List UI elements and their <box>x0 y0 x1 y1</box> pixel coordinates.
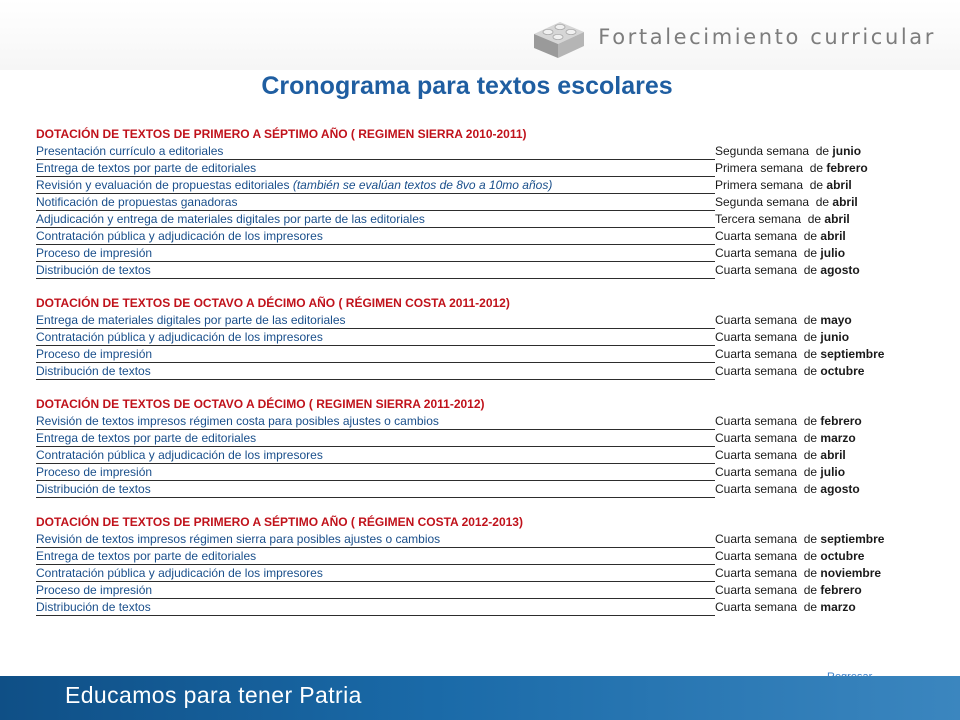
schedule-section <box>36 513 886 616</box>
brand-logo <box>530 14 936 60</box>
date-cell <box>715 346 884 363</box>
month-text: febrero <box>826 161 868 175</box>
schedule-row <box>36 194 886 211</box>
week-text: Cuarta semana de <box>715 566 821 580</box>
week-text: Cuarta semana de <box>715 532 821 546</box>
month-text: abril <box>820 229 846 243</box>
activity-text: Entrega de textos por parte de editoriales <box>36 161 257 175</box>
activity-cell <box>36 329 715 346</box>
date-cell <box>715 329 849 346</box>
activity-text: Proceso de impresión <box>36 246 153 260</box>
schedule-row <box>36 363 886 380</box>
month-text: octubre <box>820 549 865 563</box>
activity-cell <box>36 531 715 548</box>
week-text: Primera semana de <box>715 161 827 175</box>
activity-text: Proceso de impresión <box>36 465 153 479</box>
month-text: julio <box>820 465 846 479</box>
schedule-section <box>36 395 886 498</box>
activity-text: Contratación pública y adjudicación de los impresores <box>36 330 323 344</box>
section-header: DOTACIÓN DE TEXTOS DE PRIMERO A SÉPTIMO AÑO ( RÉGIMEN COSTA 2012-2013) <box>36 515 523 529</box>
activity-text: Revisión de textos impresos régimen sierra para posibles ajustes o cambios <box>36 532 441 546</box>
activity-text: Revisión de textos impresos régimen costa para posibles ajustes o cambios <box>36 414 439 428</box>
activity-cell <box>36 312 715 329</box>
month-text: agosto <box>820 263 860 277</box>
week-text: Primera semana de <box>715 178 827 192</box>
activity-cell <box>36 413 715 430</box>
month-text: marzo <box>820 600 856 614</box>
week-text: Cuarta semana de <box>715 600 821 614</box>
date-cell <box>715 228 846 245</box>
page-title: Cronograma para textos escolares <box>261 72 673 100</box>
activity-cell <box>36 160 715 177</box>
schedule-row <box>36 531 886 548</box>
date-cell <box>715 599 856 616</box>
schedule-row <box>36 262 886 279</box>
schedule-row <box>36 177 886 194</box>
section-header: DOTACIÓN DE TEXTOS DE PRIMERO A SÉPTIMO AÑO ( REGIMEN SIERRA 2010-2011) <box>36 127 527 141</box>
date-cell <box>715 211 850 228</box>
activity-cell <box>36 346 715 363</box>
activity-cell <box>36 211 715 228</box>
week-text: Segunda semana de <box>715 195 833 209</box>
schedule-row <box>36 565 886 582</box>
schedule-row <box>36 447 886 464</box>
week-text: Tercera semana de <box>715 212 825 226</box>
schedule-row <box>36 582 886 599</box>
schedule-row <box>36 160 886 177</box>
date-cell <box>715 194 858 211</box>
schedule-row <box>36 481 886 498</box>
activity-text: Distribución de textos <box>36 263 151 277</box>
date-cell <box>715 143 861 160</box>
activity-text: Contratación pública y adjudicación de los impresores <box>36 229 323 243</box>
month-text: abril <box>824 212 850 226</box>
date-cell <box>715 582 862 599</box>
activity-cell <box>36 599 715 616</box>
schedule-sections <box>36 125 886 616</box>
activity-text: Contratación pública y adjudicación de los impresores <box>36 566 323 580</box>
week-text: Cuarta semana de <box>715 263 821 277</box>
activity-cell <box>36 228 715 245</box>
month-text: mayo <box>820 313 852 327</box>
schedule-section <box>36 125 886 279</box>
activity-cell <box>36 481 715 498</box>
brand-name: Fortalecimiento curricular <box>598 25 936 49</box>
date-cell <box>715 548 864 565</box>
date-cell <box>715 177 852 194</box>
date-cell <box>715 531 884 548</box>
week-text: Cuarta semana de <box>715 229 821 243</box>
schedule-row <box>36 430 886 447</box>
month-text: abril <box>826 178 852 192</box>
schedule-row <box>36 312 886 329</box>
activity-cell <box>36 143 715 160</box>
activity-text: Proceso de impresión <box>36 583 153 597</box>
schedule-row <box>36 599 886 616</box>
week-text: Cuarta semana de <box>715 482 821 496</box>
month-text: septiembre <box>820 532 885 546</box>
date-cell <box>715 565 881 582</box>
activity-cell <box>36 447 715 464</box>
month-text: julio <box>820 246 846 260</box>
schedule-row <box>36 245 886 262</box>
activity-text: Notificación de propuestas ganadoras <box>36 195 238 209</box>
week-text: Cuarta semana de <box>715 465 821 479</box>
week-text: Cuarta semana de <box>715 448 821 462</box>
activity-text: Entrega de textos por parte de editoriales <box>36 431 257 445</box>
schedule-row <box>36 329 886 346</box>
schedule-row <box>36 346 886 363</box>
date-cell <box>715 363 864 380</box>
week-text: Cuarta semana de <box>715 347 821 361</box>
activity-text: Distribución de textos <box>36 364 151 378</box>
month-text: abril <box>832 195 858 209</box>
activity-text: Proceso de impresión <box>36 347 153 361</box>
footer-slogan: Educamos para tener Patria <box>65 682 362 708</box>
activity-note: (también se evalúan textos de 8vo a 10mo años) <box>292 178 553 192</box>
date-cell <box>715 481 860 498</box>
month-text: noviembre <box>820 566 882 580</box>
month-text: agosto <box>820 482 860 496</box>
week-text: Cuarta semana de <box>715 330 821 344</box>
activity-cell <box>36 363 715 380</box>
month-text: marzo <box>820 431 856 445</box>
activity-cell <box>36 262 715 279</box>
date-cell <box>715 430 856 447</box>
week-text: Cuarta semana de <box>715 246 821 260</box>
date-cell <box>715 464 845 481</box>
week-text: Cuarta semana de <box>715 431 821 445</box>
schedule-section <box>36 294 886 380</box>
date-cell <box>715 262 860 279</box>
activity-text: Presentación currículo a editoriales <box>36 144 224 158</box>
month-text: abril <box>820 448 846 462</box>
week-text: Cuarta semana de <box>715 313 821 327</box>
date-cell <box>715 447 846 464</box>
week-text: Cuarta semana de <box>715 414 821 428</box>
date-cell <box>715 312 852 329</box>
activity-cell <box>36 245 715 262</box>
section-header: DOTACIÓN DE TEXTOS DE OCTAVO A DÉCIMO ( REGIMEN SIERRA 2011-2012) <box>36 397 485 411</box>
activity-text: Entrega de textos por parte de editoriales <box>36 549 257 563</box>
schedule-row <box>36 143 886 160</box>
month-text: febrero <box>820 583 862 597</box>
date-cell <box>715 413 862 430</box>
activity-cell <box>36 548 715 565</box>
activity-text: Contratación pública y adjudicación de los impresores <box>36 448 323 462</box>
activity-cell <box>36 582 715 599</box>
activity-text: Revisión y evaluación de propuestas editoriales <box>36 178 293 192</box>
date-cell <box>715 245 845 262</box>
month-text: octubre <box>820 364 865 378</box>
activity-cell <box>36 177 715 194</box>
month-text: febrero <box>820 414 862 428</box>
schedule-row <box>36 464 886 481</box>
schedule-row <box>36 413 886 430</box>
activity-text: Distribución de textos <box>36 600 151 614</box>
month-text: junio <box>832 144 862 158</box>
footer-band <box>0 676 960 720</box>
schedule-row <box>36 211 886 228</box>
section-header: DOTACIÓN DE TEXTOS DE OCTAVO A DÉCIMO AÑO ( RÉGIMEN COSTA 2011-2012) <box>36 296 510 310</box>
date-cell <box>715 160 868 177</box>
schedule-row <box>36 548 886 565</box>
activity-cell <box>36 430 715 447</box>
schedule-row <box>36 228 886 245</box>
week-text: Segunda semana de <box>715 144 833 158</box>
week-text: Cuarta semana de <box>715 364 821 378</box>
schedule-content <box>36 125 886 631</box>
activity-text: Adjudicación y entrega de materiales digitales por parte de las editoriales <box>36 212 425 226</box>
activity-cell <box>36 565 715 582</box>
week-text: Cuarta semana de <box>715 583 821 597</box>
activity-text: Distribución de textos <box>36 482 151 496</box>
month-text: septiembre <box>820 347 885 361</box>
month-text: junio <box>820 330 850 344</box>
activity-cell <box>36 194 715 211</box>
lego-brick-icon <box>530 14 588 60</box>
activity-text: Entrega de materiales digitales por parte de las editoriales <box>36 313 346 327</box>
activity-cell <box>36 464 715 481</box>
week-text: Cuarta semana de <box>715 549 821 563</box>
